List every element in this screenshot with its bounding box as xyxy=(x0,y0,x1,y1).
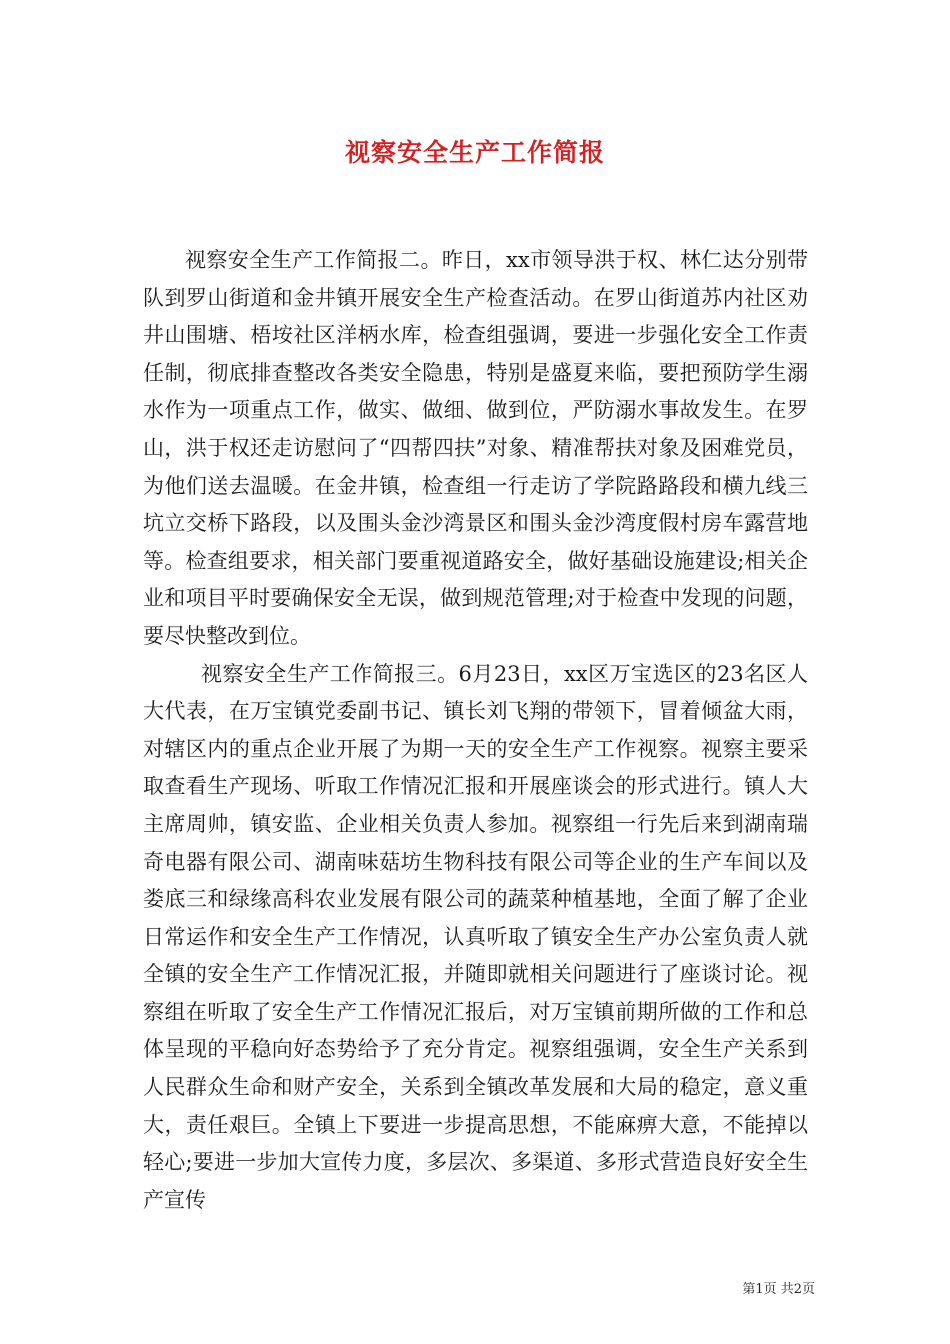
page-number: 第1页 共2页 xyxy=(742,1282,815,1297)
document-body xyxy=(143,242,808,1219)
paragraph-briefing-three: 视察安全生产工作简报三。6月23日，xx区万宝选区的23名区人大代表，在万宝镇党委副书记、镇长刘飞翔的带领下，冒着倾盆大雨，对辖区内的重点企业开展了为期一天的安全生产工作视察。视察主要采取查看生产现场、听取工作情况汇报和开展座谈会的形式进行。镇人大主席周帅，镇安监、企业相关负责人参加。视察组一行先后来到湖南瑞奇电器有限公司、湖南味菇坊生物科技有限公司等企业的生产车间以及娄底三和绿缘高科农业发展有限公司的蔬菜种植基地，全面了解了企业日常运作和安全生产工作情况，认真听取了镇安全生产办公室负责人就全镇的安全生产工作情况汇报，并随即就相关问题进行了座谈讨论。视察组在听取了安全生产工作情况汇报后，对万宝镇前期所做的工作和总体呈现的平稳向好态势给予了充分肯定。视察组强调，安全生产关系到人民群众生命和财产安全，关系到全镇改革发展和大局的稳定，意义重大，责任艰巨。全镇上下要进一步提高思想，不能麻痹大意，不能掉以轻心;要进一步加大宣传力度，多层次、多渠道、多形式营造良好安全生产宣传 xyxy=(143,661,808,1212)
document-title: 视察安全生产工作简报 xyxy=(344,138,605,167)
paragraph-briefing-two: 视察安全生产工作简报二。昨日，xx市领导洪于权、林仁达分别带队到罗山街道和金井镇开展安全生产检查活动。在罗山街道苏内社区劝井山围塘、梧垵社区洋柄水库，检查组强调，要进一步强化安全工作责任制，彻底排查整改各类安全隐患，特别是盛夏来临，要把预防学生溺水作为一项重点工作，做实、做细、做到位，严防溺水事故发生。在罗山，洪于权还走访慰问了“四帮四扶”对象、精准帮扶对象及困难党员，为他们送去温暖。在金井镇，检查组一行走访了学院路路段和横九线三坑立交桥下路段，以及围头金沙湾景区和围头金沙湾度假村房车露营地等。检查组要求，相关部门要重视道路安全，做好基础设施建设;相关企业和项目平时要确保安全无误，做到规范管理;对于检查中发现的问题，要尽快整改到位。 xyxy=(143,248,808,648)
